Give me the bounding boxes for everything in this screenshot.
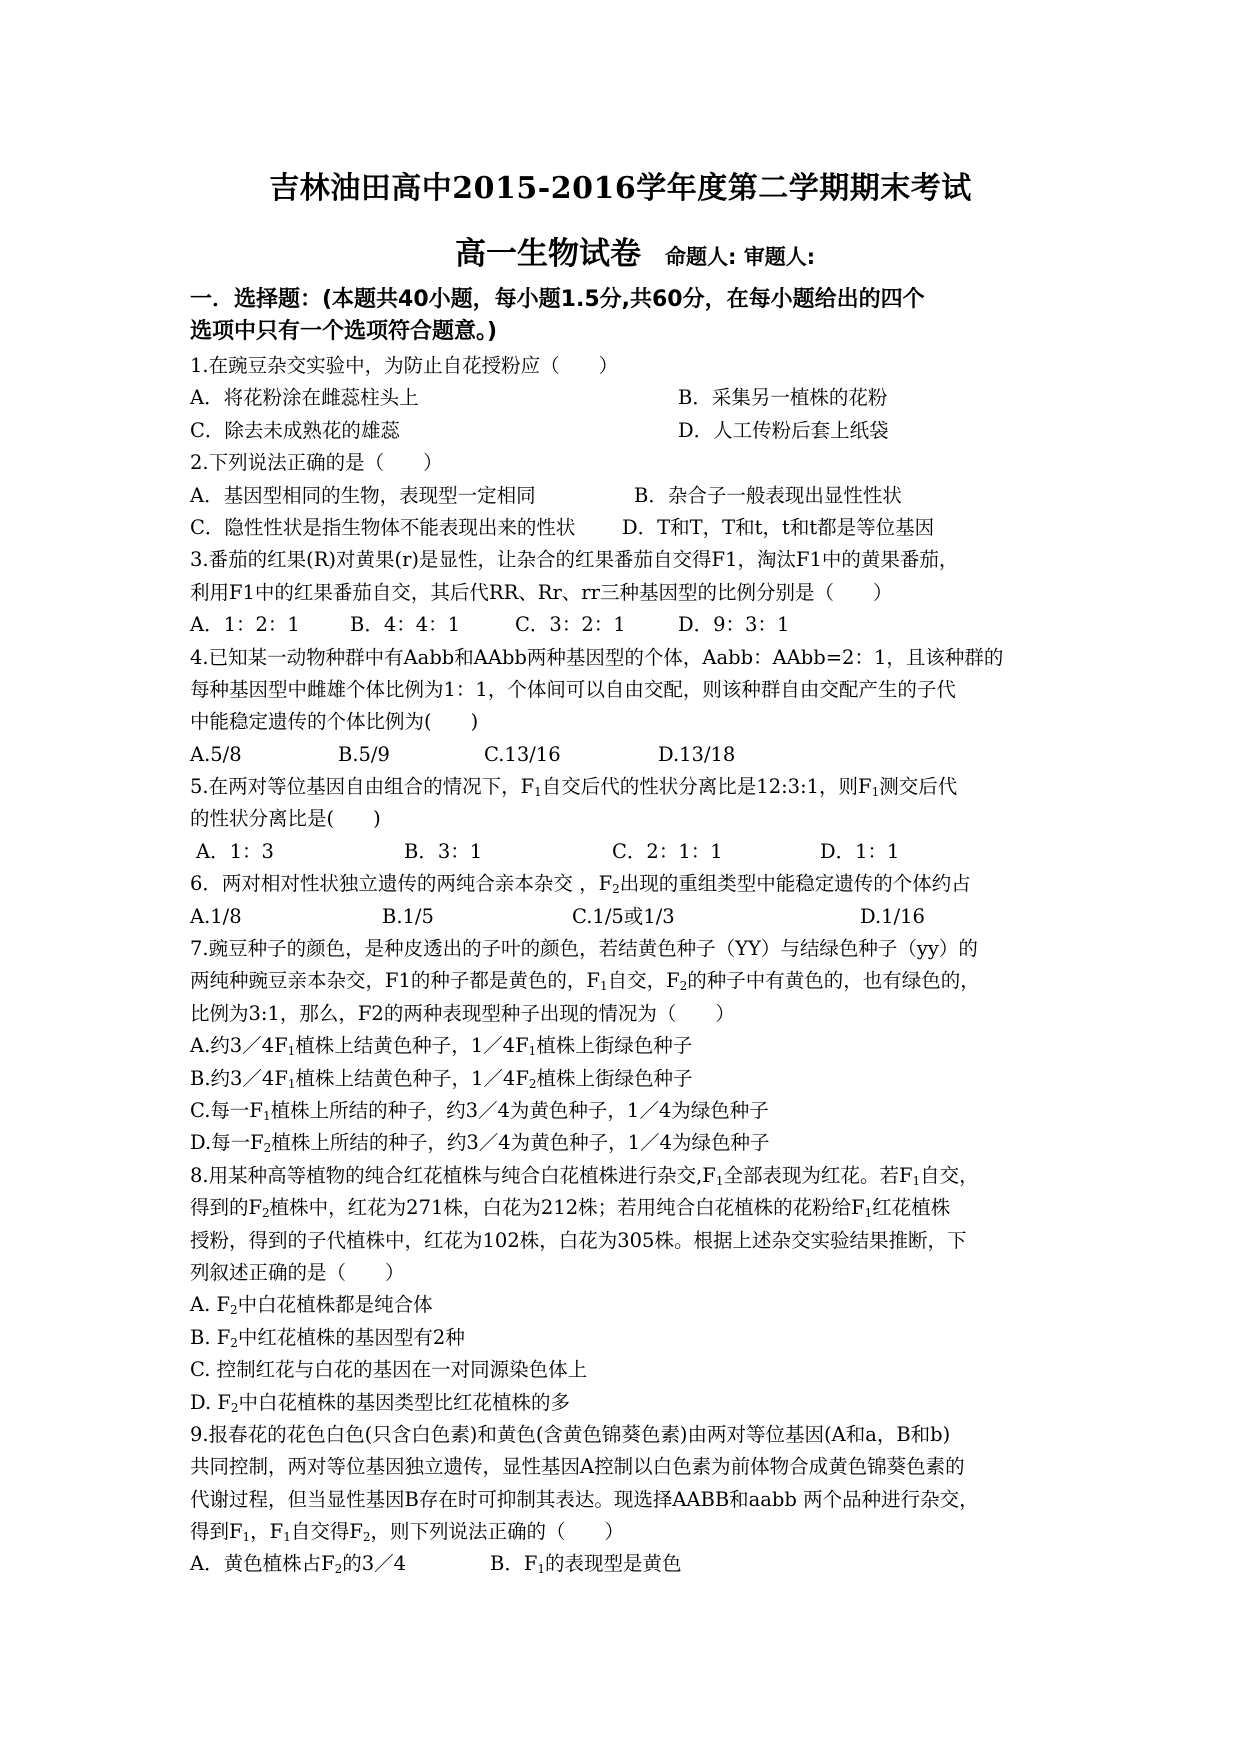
question-3-option-c: C．3：2：1	[515, 613, 626, 637]
question-9-stem-text: 得到F	[190, 1520, 243, 1544]
question-9-option-b-text: B．F	[490, 1552, 538, 1576]
question-6-options	[190, 901, 1070, 933]
question-9-stem-2: 共同控制，两对等位基因独立遗传，显性基因A控制以白色素为前体物合成黄色锦葵色素的	[190, 1455, 965, 1479]
question-7-option-d-text: 植株上所结的种子，约3／4为黄色种子，1／4为绿色种子	[271, 1131, 770, 1155]
question-9-option-b-text: 的表现型是黄色	[545, 1552, 682, 1576]
question-7-option-b-text: 植株上结黄色种子，1／4F	[295, 1066, 529, 1090]
question-8-option-b: B. $F_2$中红花植株的基因型有2种	[190, 1325, 465, 1350]
question-8-stem-text: 红花植株	[872, 1196, 951, 1220]
question-7-stem-text: 的种子中有黄色的，也有绿色的，	[687, 969, 980, 993]
question-1-option-b: B．采集另一植株的花粉	[678, 386, 888, 410]
question-7-option-c-text: C.每一F	[190, 1098, 263, 1122]
question-3-options	[190, 609, 1070, 641]
question-3-stem-2: 利用F1中的红果番茄自交，其后代RR、Rr、rr三种基因型的比例分别是（ ）	[190, 580, 893, 604]
question-9-stem-text: ，则下列说法正确的（ ）	[370, 1520, 625, 1544]
question-9-options	[190, 1548, 1070, 1580]
question-7-stem-1: 7.豌豆种子的颜色，是种皮透出的子叶的颜色，若结黄色种子（YY）与结绿色种子（yy）的	[190, 937, 978, 961]
question-5-stem-text: 5.在两对等位基因自由组合的情况下，F	[190, 775, 535, 799]
question-8-stem-1: 8.用某种高等植物的纯合红花植株与纯合白花植株进行杂交$,F_1$全部表现为红花。若$F_1$自交，	[190, 1163, 979, 1188]
question-7-option-a: A.约$3/4F_1$植株上结黄色种子，$1/4F_1$植株上街绿色种子	[190, 1034, 693, 1059]
question-7-option-a-text: 植株上结黄色种子，1／4F	[295, 1034, 529, 1058]
question-1-option-a: A．将花粉涂在雌蕊柱头上	[190, 386, 419, 410]
question-5-stem-text: 自交后代的性状分离比是12:3:1，则F	[541, 775, 872, 799]
question-1-option-c: C．除去未成熟花的雄蕊	[190, 418, 400, 442]
question-7-stem-3: 比例为3:1，那么，F2的两种表现型种子出现的情况为（ ）	[190, 1001, 735, 1025]
question-8-option-a: A. $F_2$中白花植株都是纯合体	[190, 1293, 433, 1318]
question-7-stem-2: 两纯种豌豆亲本杂交，F1的种子都是黄色的，$F_1$自交，$F_2$的种子中有黄色的，也有绿色的，	[190, 969, 980, 994]
question-9-stem-text: ，F	[250, 1520, 284, 1544]
question-9-option-a-text: 的3／4	[342, 1552, 407, 1576]
question-7-option-b-text: B.约3／4F	[190, 1066, 288, 1090]
question-4-option-c: C.13/16	[484, 742, 561, 766]
question-7-option-a-text: 植株上街绿色种子	[536, 1034, 693, 1058]
question-7-option-a-text: A.约3／4F	[190, 1034, 288, 1058]
question-9-option-a-text: A．黄色植株占F	[190, 1552, 335, 1576]
question-2-option-a: A．基因型相同的生物，表现型一定相同	[190, 483, 536, 507]
subject-title: 高一生物试卷	[455, 236, 641, 272]
question-1-options-row1	[190, 382, 1070, 414]
question-8-stem-2: 得到的$F_2$植株中，红花为271株，白花为212株；若用纯合白花植株的花粉给$F_1$红花植株	[190, 1196, 951, 1221]
question-8-stem-text: 得到的F	[190, 1196, 263, 1220]
question-9-stem-3: 代谢过程，但当显性基因B存在时可抑制其表达。现选择AABB和aabb 两个品种进行杂交，	[190, 1487, 979, 1511]
question-5-options	[190, 836, 1070, 868]
question-6-option-d: D.1/16	[860, 904, 925, 928]
question-5-option-b: B．3：1	[404, 839, 483, 863]
question-9-stem-1: 9.报春花的花色白色(只含白色素)和黄色(含黄色锦葵色素)由两对等位基因(A和a，B和b)	[190, 1422, 951, 1446]
question-8-option-a-text: 中白花植株都是纯合体	[237, 1293, 433, 1317]
question-3-option-b: B．4：4：1	[350, 613, 461, 637]
question-4-stem-3: 中能稳定遗传的个体比例为( )	[190, 710, 479, 734]
question-6-stem: 6．两对相对性状独立遗传的两纯合亲本杂交 ，$F_2$出现的重组类型中能稳定遗传的个体约占	[190, 872, 971, 897]
question-2-options-row1	[190, 480, 1070, 512]
question-5-option-a: A．1：3	[196, 839, 274, 863]
question-6-option-c: C.1/5或1/3	[572, 904, 675, 928]
question-8-stem-text: 全部表现为红花。若F	[723, 1163, 913, 1187]
question-3-stem-1: 3.番茄的红果(R)对黄果(r)是显性，让杂合的红果番茄自交得F1，淘汰F1中的黄果番茄，	[190, 548, 959, 572]
question-4-stem-1: 4.已知某一动物种群中有Aabb和AAbb两种基因型的个体，Aabb：AAbb=2：1，且该种群的	[190, 645, 1004, 669]
question-7-option-d-text: D.每一F	[190, 1131, 264, 1155]
question-4-option-a: A.5/8	[190, 742, 242, 766]
question-1-options-row2	[190, 415, 1070, 447]
question-3-option-d: D．9：3：1	[678, 613, 790, 637]
question-8-option-d-text: 中白花植株的基因类型比红花植株的多	[238, 1390, 571, 1414]
question-9-stem-text: 自交得F	[290, 1520, 363, 1544]
question-4-options	[190, 739, 1070, 771]
question-8-stem-text: 8.用某种高等植物的纯合红花植株与纯合白花植株进行杂交,F	[190, 1163, 716, 1187]
question-3-option-a: A．1：2：1	[190, 613, 300, 637]
question-9-stem-4: 得到$F_1$，$F_1$自交得$F_2$，则下列说法正确的（ ）	[190, 1520, 625, 1545]
exam-title: 吉林油田高中2015-2016学年度第二学期期末考试	[269, 171, 972, 206]
question-list	[190, 350, 1070, 1581]
question-9-option-b: B．$F_1$的表现型是黄色	[490, 1552, 682, 1577]
question-2-option-b: B．杂合子一般表现出显性性状	[634, 483, 902, 507]
question-6-stem-text: 出现的重组类型中能稳定遗传的个体约占	[619, 872, 971, 896]
question-8-option-b-text: 中红花植株的基因型有2种	[237, 1325, 465, 1349]
question-5-stem-1: 5.在两对等位基因自由组合的情况下，$F_1$自交后代的性状分离比是12:3:1，则$F_1$测交后代	[190, 775, 958, 800]
question-9-option-a: A．黄色植株占$F_2$的3／4	[190, 1552, 407, 1577]
question-1-option-d: D．人工传粉后套上纸袋	[678, 418, 889, 442]
question-8-option-d-text: D. F	[190, 1390, 231, 1414]
question-8-option-a-text: A. F	[190, 1293, 231, 1317]
question-7-stem-text: 两纯种豌豆亲本杂交，F1的种子都是黄色的，F	[190, 969, 600, 993]
question-7-option-d: D.每一$F_2$植株上所结的种子，约3／4为黄色种子，1／4为绿色种子	[190, 1131, 770, 1156]
question-8-stem-3: 授粉，得到的子代植株中，红花为102株，白花为305株。根据上述杂交实验结果推断，下	[190, 1228, 967, 1252]
question-7-option-c-text: 植株上所结的种子，约3／4为黄色种子，1／4为绿色种子	[270, 1098, 769, 1122]
question-8-stem-4: 列叙述正确的是（ ）	[190, 1260, 405, 1284]
question-4-option-b: B.5/9	[338, 742, 390, 766]
question-6-option-b: B.1/5	[382, 904, 434, 928]
question-5-stem-text: 测交后代	[879, 775, 958, 799]
section-heading-line1: 一．选择题：(本题共40小题，每小题1.5分,共60分，在每小题给出的四个	[190, 287, 925, 312]
question-5-option-c: C．2：1：1	[612, 839, 723, 863]
question-4-stem-2: 每种基因型中雌雄个体比例为1：1，个体间可以自由交配，则该种群自由交配产生的子代	[190, 677, 956, 701]
authors-line: 命题人: 审题人:	[665, 245, 816, 269]
question-8-option-c: C. 控制红花与白花的基因在一对同源染色体上	[190, 1358, 588, 1382]
question-5-stem-2: 的性状分离比是( )	[190, 807, 381, 831]
question-5-option-d: D．1：1	[820, 839, 900, 863]
question-7-option-b: B.约$3/4F_1$植株上结黄色种子，$1/4F_2$植株上街绿色种子	[190, 1066, 693, 1091]
question-2-option-d: D．T和T，T和t，t和t都是等位基因	[622, 515, 935, 539]
question-8-option-d: D. $F_2$中白花植株的基因类型比红花植株的多	[190, 1390, 571, 1415]
question-8-stem-text: 植株中，红花为271株，白花为212株；若用纯合白花植株的花粉给F	[269, 1196, 865, 1220]
question-8-stem-text: 自交，	[920, 1163, 979, 1187]
section-heading-line2: 选项中只有一个选项符合题意。)	[190, 319, 498, 344]
question-6-option-a: A.1/8	[190, 904, 242, 928]
exam-subtitle	[455, 228, 815, 273]
question-2-option-c: C．隐性性状是指生物体不能表现出来的性状	[190, 515, 576, 539]
section-heading	[190, 284, 1070, 348]
question-2-options-row2	[190, 512, 1070, 544]
question-6-stem-text: 6．两对相对性状独立遗传的两纯合亲本杂交 ，F	[190, 872, 613, 896]
question-1-stem: 1.在豌豆杂交实验中，为防止自花授粉应（ ）	[190, 354, 619, 377]
question-2-stem: 2.下列说法正确的是（ ）	[190, 451, 443, 475]
question-7-option-b-text: 植株上街绿色种子	[536, 1066, 693, 1090]
question-7-stem-text: 自交，F	[607, 969, 680, 993]
question-7-option-c: C.每一$F_1$植株上所结的种子，约3／4为黄色种子，1／4为绿色种子	[190, 1098, 769, 1123]
question-8-option-b-text: B. F	[190, 1325, 231, 1349]
question-4-option-d: D.13/18	[658, 742, 736, 766]
